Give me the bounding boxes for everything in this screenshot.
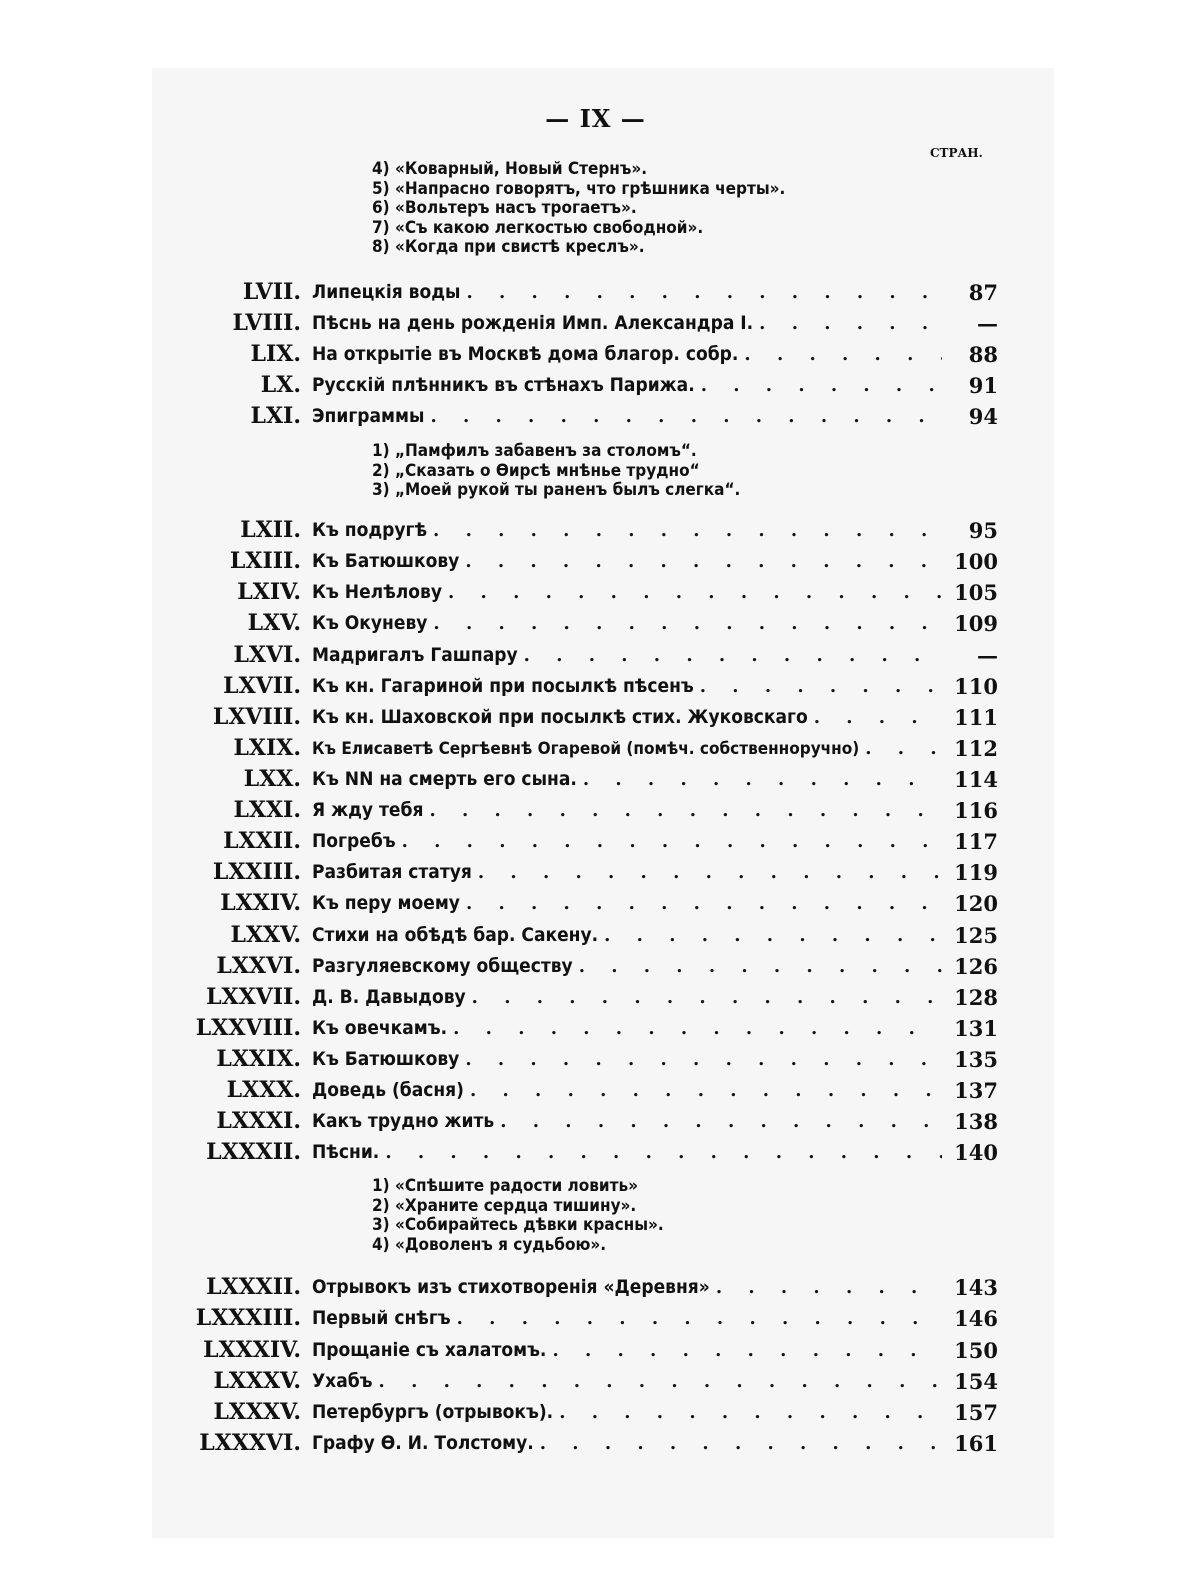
entry-title: Какъ трудно жить [312,1110,495,1132]
toc-entry [0,826,1191,857]
entry-page: 114 [954,767,998,792]
toc-entry [0,1428,1191,1459]
entry-number: LVIII. [232,310,301,336]
dot-leader [459,1044,942,1075]
toc-entry [0,764,1191,795]
entry-title: Къ перу моему [312,892,460,914]
entry-number: LXXX. [226,1077,301,1103]
toc-entry [0,1106,1191,1137]
entry-page: 111 [954,705,998,730]
entry-title: Къ подругѣ [312,519,428,541]
entry-number: LXXXI. [216,1108,301,1134]
dot-leader [379,1137,942,1168]
entry-page: 116 [954,798,998,823]
entry-number: LXXXIII. [195,1305,301,1331]
toc-entry [0,608,1191,639]
dot-leader [423,795,942,826]
dot-leader [694,671,942,702]
entry-page: 138 [954,1109,998,1134]
entry-title: Мадригалъ Гашпару [312,644,518,666]
entry-number: LVII. [242,279,301,305]
dot-leader [464,1075,942,1106]
entry-number: LXXVI. [216,953,301,979]
dot-leader [460,277,942,308]
entry-title: Къ кн. Шаховской при посылкѣ стих. Жуковскаго [312,706,808,728]
sublist-item: 2) „Сказать о Ѳирсѣ мнѣнье трудно“ [372,460,700,481]
entry-title: Я жду тебя [312,799,424,821]
entry-title: Графу Ѳ. И. Толстому. [312,1432,534,1454]
dot-leader [472,857,942,888]
entry-page: 126 [954,954,998,979]
entry-page: 91 [968,373,998,398]
sublist-item: 7) «Съ какою легкостью свободной». [372,217,704,238]
entry-number: LX. [260,372,301,398]
toc-entry [0,982,1191,1013]
dot-leader [546,1335,942,1366]
entry-number: LIX. [250,341,301,367]
dot-leader [534,1428,942,1459]
entry-title: Петербургъ (отрывокъ). [312,1401,554,1423]
toc-entry [0,370,1191,401]
dot-leader [738,339,942,370]
entry-title: Разгуляевскому обществу [312,955,573,977]
entry-number: LXVIII. [212,704,301,730]
dot-leader [442,577,942,608]
dot-leader [427,515,942,546]
dot-leader [424,401,942,432]
poem-sublist [372,442,740,501]
entry-title: Отрывокъ изъ стихотворенія «Деревня» [312,1276,710,1298]
sublist-item: 8) «Когда при свистѣ креслъ». [372,237,645,257]
entry-number: LXXXV. [213,1399,301,1425]
entry-number: LXXII. [223,828,301,854]
entry-title: На открытіе въ Москвѣ дома благор. собр. [312,343,739,365]
toc-entry [0,1335,1191,1366]
poem-sublist [372,1177,664,1255]
entry-page: 95 [968,518,998,543]
toc-entry [0,1044,1191,1075]
entry-number: LXVI. [233,642,301,668]
entry-page: 87 [968,280,998,305]
toc-entry [0,920,1191,951]
entry-title: Къ Батюшкову [312,1048,460,1070]
entry-page: 128 [954,985,998,1010]
entry-page: 157 [954,1400,998,1425]
toc-entry [0,733,1191,764]
entry-number: LXXIII. [212,859,301,885]
toc-entry [0,1013,1191,1044]
entry-number: LXV. [247,610,301,636]
entry-page: 143 [954,1275,998,1300]
toc-entry [0,857,1191,888]
toc-entry [0,1272,1191,1303]
dot-leader [427,608,942,639]
sublist-item: 2) «Храните сердца тишину». [372,1195,637,1216]
entry-number: LXIX. [233,735,301,761]
dot-leader [553,1397,942,1428]
entry-title: Погребъ [312,830,396,852]
entry-title: Къ NN на смерть его сына. [312,768,577,790]
entry-title: Къ Батюшкову [312,550,460,572]
dot-leader [373,1366,942,1397]
entry-page: 94 [968,404,998,429]
sublist-item: 6) «Вольтеръ насъ трогаетъ». [372,198,637,218]
toc-entry [0,1366,1191,1397]
toc-entry [0,671,1191,702]
entry-page: 154 [954,1369,998,1394]
entry-title: Къ Елисаветѣ Сергѣевнѣ Огаревой (помѣч. собственноручно) [312,739,860,759]
entry-title: Ухабъ [312,1370,373,1392]
entry-number: LXXXVI. [199,1430,301,1456]
entry-page: 150 [954,1338,998,1363]
toc-entry [0,702,1191,733]
entry-title: Стихи на обѣдѣ бар. Сакену. [312,924,599,946]
entry-page: 100 [954,549,998,574]
entry-number: LXXXII. [206,1139,301,1165]
sublist-item: 5) «Напрасно говорятъ, что грѣшника черты». [372,178,786,199]
entry-number: LXXIV. [220,890,301,916]
entry-page: 112 [954,736,998,761]
dot-leader [451,1303,942,1334]
entry-title: Липецкія воды [312,281,461,303]
toc-entry [0,888,1191,919]
entry-page: 88 [968,342,998,367]
entry-page: — [977,643,998,668]
entry-title: Русскій плѣнникъ въ стѣнахъ Парижа. [312,374,695,396]
toc-entry [0,795,1191,826]
entry-page: 140 [954,1140,998,1165]
entry-page: 110 [954,674,998,699]
entry-title: Эпиграммы [312,405,425,427]
entry-title: Пѣснь на день рожденія Имп. Александра I. [312,312,754,334]
dot-leader [466,982,942,1013]
entry-title: Доведь (басня) [312,1079,464,1101]
page-number-header: — IX — [545,104,646,133]
dot-leader [396,826,942,857]
entry-number: LXXV. [230,922,301,948]
sublist-item: 3) «Собирайтесь дѣвки красны». [372,1215,664,1235]
toc-entry [0,339,1191,370]
entry-page: 137 [954,1078,998,1103]
entry-page: 161 [954,1431,998,1456]
toc-entry [0,546,1191,577]
entry-title: Къ Нелѣлову [312,581,443,603]
entry-number: LXX. [243,766,301,792]
entry-title: Пѣсни. [312,1141,380,1163]
toc-entry [0,515,1191,546]
entry-number: LXXXII. [206,1274,301,1300]
entry-page: 135 [954,1047,998,1072]
toc-entry [0,951,1191,982]
toc-entry [0,1137,1191,1168]
dot-leader [573,951,942,982]
sublist-item: 1) „Памфилъ забавенъ за столомъ“. [372,441,697,461]
toc-entry [0,277,1191,308]
sublist-item: 3) „Моей рукой ты раненъ былъ слегка“. [372,480,741,500]
dot-leader [447,1013,942,1044]
dot-leader [518,640,942,671]
entry-page: 131 [954,1016,998,1041]
entry-number: LXXI. [233,797,301,823]
entry-page: 119 [954,860,998,885]
dot-leader [598,920,942,951]
toc-entry [0,1075,1191,1106]
entry-page: 109 [954,611,998,636]
entry-page: 146 [954,1306,998,1331]
dot-leader [710,1272,942,1303]
poem-sublist [372,160,785,258]
pages-column-label: СТРАН. [930,146,983,160]
entry-title: Къ овечкамъ. [312,1017,448,1039]
entry-title: Къ кн. Гагариной при посылкѣ пѣсенъ [312,675,694,697]
entry-number: LXIV. [237,579,301,605]
toc-entry [0,577,1191,608]
dot-leader [695,370,942,401]
dot-leader [859,733,942,764]
toc-entry [0,308,1191,339]
dot-leader [459,546,942,577]
entry-title: Первый снѣгъ [312,1307,451,1329]
entry-title: Къ Окуневу [312,612,428,634]
entry-number: LXXXIV. [203,1337,301,1363]
entry-page: 125 [954,923,998,948]
entry-title: Д. В. Давыдову [312,986,466,1008]
dot-leader [808,702,942,733]
toc-entry [0,640,1191,671]
entry-number: LXVII. [223,673,301,699]
dot-leader [577,764,942,795]
entry-page: — [977,311,998,336]
entry-title: Прощаніе съ халатомъ. [312,1339,547,1361]
entry-title: Разбитая статуя [312,861,472,883]
entry-page: 105 [954,580,998,605]
entry-number: LXXVIII. [195,1015,301,1041]
entry-page: 117 [954,829,998,854]
sublist-item: 4) «Коварный, Новый Стернъ». [372,159,648,179]
sublist-item: 1) «Спѣшите радости ловить» [372,1176,639,1196]
entry-number: LXIII. [229,548,301,574]
entry-number: LXII. [240,517,301,543]
entry-page: 120 [954,891,998,916]
toc-entry [0,1303,1191,1334]
dot-leader [460,888,942,919]
toc-entry [0,401,1191,432]
entry-number: LXXIX. [216,1046,301,1072]
toc-entry [0,1397,1191,1428]
dot-leader [494,1106,942,1137]
entry-number: LXXVII. [206,984,301,1010]
entry-number: LXI. [250,403,301,429]
dot-leader [753,308,942,339]
entry-number: LXXXV. [213,1368,301,1394]
sublist-item: 4) «Доволенъ я судьбою». [372,1234,607,1255]
